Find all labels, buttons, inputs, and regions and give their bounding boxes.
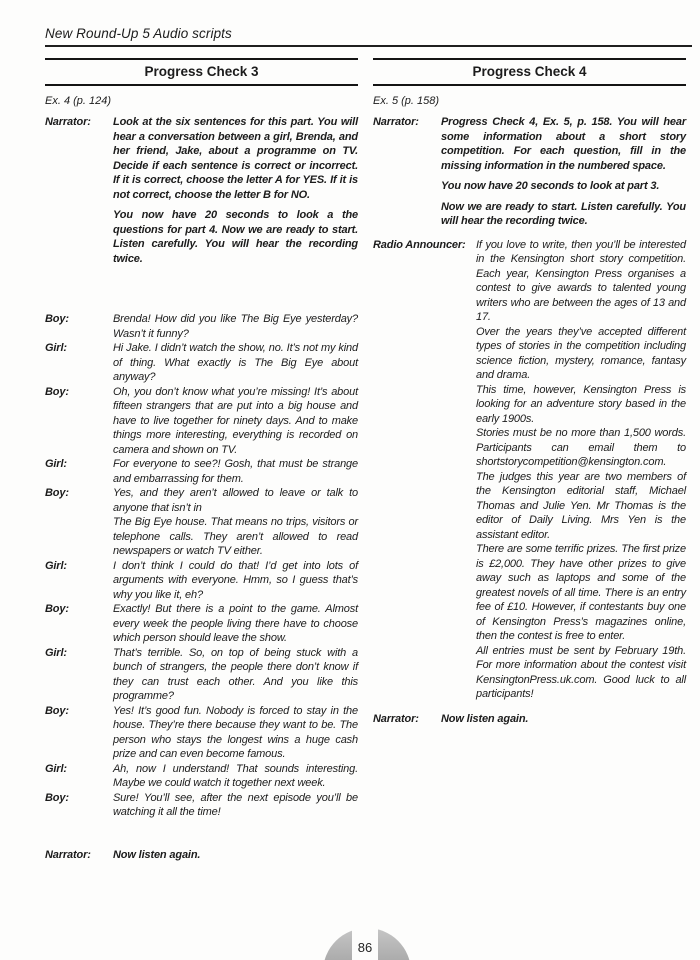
- speaker-label: Girl:: [45, 762, 67, 775]
- speech-text: [113, 115, 358, 266]
- speaker-label: Boy:: [45, 385, 69, 398]
- speech-paragraph: Progress Check 4, Ex. 5, p. 158. You will hear some information about a short story competition. For each question, fill in the missing information in the numbered space.: [441, 116, 686, 172]
- speech-paragraph: Exactly! But there is a point to the game. Almost every week the people living there have to choose which person should leave the show.: [113, 603, 358, 644]
- exercise-reference: Ex. 5 (p. 158): [373, 95, 440, 107]
- section-title-progress-check-3: Progress Check 3: [45, 58, 358, 86]
- dialogue-turn: [45, 602, 358, 646]
- speaker-label: Radio Announcer:: [373, 238, 466, 251]
- speech-text: [476, 238, 686, 702]
- page-title: New Round-Up 5 Audio scripts: [45, 26, 232, 41]
- speech-paragraph: This time, however, Kensington Press is looking for an adventure story based in the early 1900s.: [476, 383, 686, 425]
- speech-paragraph: All entries must be sent by February 19th. For more information about the contest visit KensingtonPress.uk.com. Good luck to all participants!: [476, 644, 686, 700]
- page-footer: [323, 928, 411, 960]
- speech-text: [113, 559, 358, 603]
- speech-paragraph: Look at the six sentences for this part. You will hear a conversation between a girl, Brenda, and her friend, Jake, about a programme on TV. Decide if each sentence is correct or incorrect. If it is correct, choose the letter A for YES. If it is not correct, choose the letter B for NO.: [113, 116, 358, 201]
- speech-paragraph: Brenda! How did you like The Big Eye yesterday? Wasn’t it funny?: [113, 313, 358, 340]
- speaker-label: Narrator:: [373, 116, 419, 128]
- speech-text: [441, 712, 686, 727]
- speech-text: [113, 341, 358, 385]
- speech-paragraph: Yes, and they aren’t allowed to leave or talk to anyone that isn’t in: [113, 487, 358, 514]
- speech-text: [441, 115, 686, 229]
- speech-paragraph: The judges this year are two members of the Kensington editorial staff, Michael Thomas and Julie Yen. Mr Thomas is the editor of Daily Living. Mrs Yen is the assistant editor.: [476, 470, 686, 541]
- speech-paragraph: Over the years they’ve accepted different types of stories in the competition including science fiction, mystery, romance, fantasy and drama.: [476, 325, 686, 381]
- speech-text: [113, 457, 358, 486]
- right-column: [373, 58, 686, 862]
- dialogue-turn: [45, 341, 358, 385]
- speaker-label: Narrator:: [373, 712, 419, 725]
- speech-paragraph: Oh, you don’t know what you’re missing! It’s about fifteen strangers that are put into a big house and have to live together for ninety days. And to make things more interesting, everything is recorded on camera and shown on TV.: [113, 385, 358, 456]
- dialogue-transcript: [373, 115, 686, 726]
- speech-paragraph: Hi Jake. I didn’t watch the show, no. It’s not my kind of thing. What exactly is The Big Eye about anyway?: [113, 342, 358, 383]
- two-column-layout: [45, 58, 686, 862]
- dialogue-turn: [45, 646, 358, 704]
- dialogue-turn: [45, 115, 358, 266]
- speech-text: [113, 646, 358, 704]
- speaker-label: Boy:: [45, 313, 69, 325]
- left-column: [45, 58, 358, 862]
- speech-text: [113, 848, 358, 863]
- header-rule: [45, 45, 692, 47]
- dialogue-turn: [45, 559, 358, 603]
- speaker-label: Boy:: [45, 603, 69, 615]
- speech-paragraph: The Big Eye house. That means no trips, visitors or telephone calls. They aren’t allowed to read newspapers or watch TV either.: [113, 516, 358, 557]
- speaker-label: Narrator:: [45, 848, 91, 861]
- speech-text: [113, 762, 358, 791]
- speech-paragraph: If you love to write, then you’ll be interested in the Kensington short story competition. Each year, Kensington Press organises a contest to give awards to talented young writers who are between the ages of 13 and 17.: [476, 238, 686, 323]
- exercise-reference: Ex. 4 (p. 124): [45, 95, 112, 107]
- speech-paragraph: Now we are ready to start. Listen carefully. You will hear the recording twice.: [441, 200, 686, 227]
- dialogue-turn: [45, 457, 358, 486]
- dialogue-turn: [45, 486, 358, 559]
- speech-text: [113, 486, 358, 559]
- speaker-label: Girl:: [45, 559, 67, 572]
- dialogue-turn: [45, 762, 358, 791]
- speaker-label: Girl:: [45, 458, 67, 470]
- dialogue-turn: [373, 115, 686, 229]
- speaker-label: Boy:: [45, 487, 69, 499]
- speech-text: [113, 791, 358, 820]
- speech-paragraph: Now listen again.: [113, 848, 201, 861]
- speech-paragraph: I don’t think I could do that! I’d get into lots of arguments with everyone. Hmm, so I guess that’s why you like it, eh?: [113, 559, 358, 601]
- speech-text: [113, 704, 358, 762]
- dialogue-turn: [45, 704, 358, 762]
- section-title-progress-check-4: Progress Check 4: [373, 58, 686, 86]
- dialogue-turn: [373, 238, 686, 702]
- dialogue-turn: [45, 791, 358, 820]
- dialogue-turn: [45, 312, 358, 341]
- speech-paragraph: For everyone to see?! Gosh, that must be strange and embarrassing for them.: [113, 458, 358, 485]
- dialogue-turn: [45, 385, 358, 458]
- speech-paragraph: Yes! It’s good fun. Nobody is forced to stay in the house. They’re there because they want to be. The person who stays the longest wins a huge cash prize and can even become famous.: [113, 704, 358, 760]
- dialogue-turn: [45, 848, 358, 863]
- speaker-label: Girl:: [45, 646, 67, 659]
- speech-paragraph: That’s terrible. So, on top of being stuck with a bunch of strangers, the people there don’t know if they can trust each other. And you like this programme?: [113, 646, 358, 702]
- speech-text: [113, 312, 358, 341]
- speech-paragraph: Now listen again.: [441, 712, 529, 725]
- speaker-label: Boy:: [45, 791, 69, 804]
- page-header: [0, 0, 700, 47]
- page-number: 86: [357, 939, 373, 955]
- speech-paragraph: Sure! You’ll see, after the next episode you’ll be watching it all the time!: [113, 791, 358, 818]
- speech-paragraph: There are some terrific prizes. The first prize is £2,000. They have other prizes to give away such as laptops and some of the greatest novels of all time. There is an entry fee of £10. However, if contestants buy one of Kensington Press’s magazines online, then the contest is free to enter.: [476, 543, 686, 642]
- dialogue-turn: [373, 712, 686, 727]
- speech-paragraph: Stories must be no more than 1,500 words. Participants can email them to shortstorycompetition@kensington.com.: [476, 427, 686, 468]
- speaker-label: Girl:: [45, 342, 67, 354]
- speaker-label: Narrator:: [45, 116, 91, 128]
- page-number-stripe: [352, 928, 378, 960]
- speech-paragraph: You now have 20 seconds to look a the questions for part 4. Now we are ready to start. Listen carefully. You will hear the recording twice.: [113, 209, 358, 265]
- speech-text: [113, 385, 358, 458]
- speaker-label: Boy:: [45, 704, 69, 717]
- speech-text: [113, 602, 358, 646]
- dialogue-transcript: [45, 115, 358, 862]
- speech-paragraph: Ah, now I understand! That sounds interesting. Maybe we could watch it together next week.: [113, 762, 358, 789]
- speech-paragraph: You now have 20 seconds to look at part 3.: [441, 180, 660, 192]
